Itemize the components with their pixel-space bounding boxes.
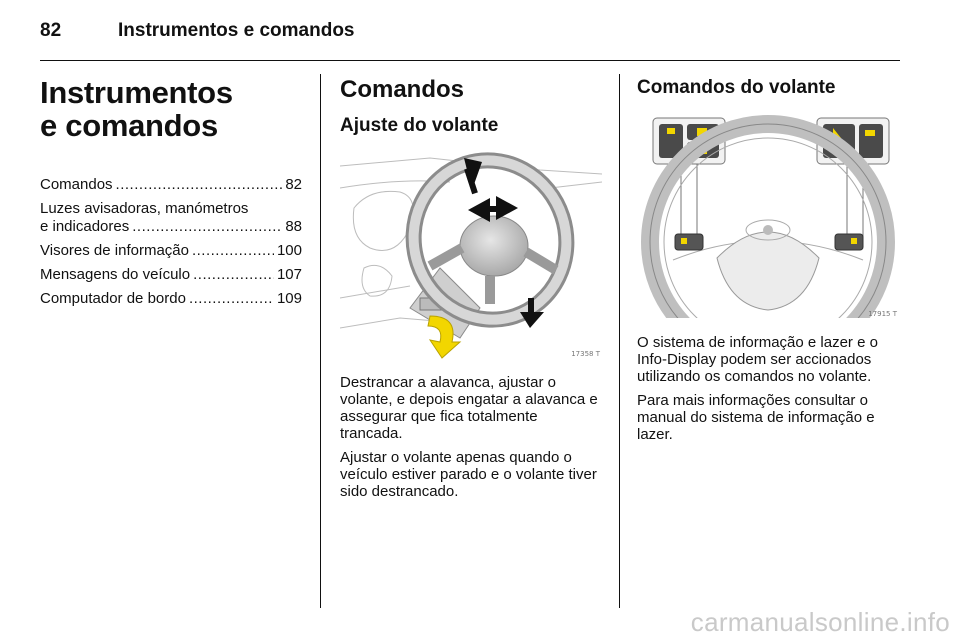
column-divider-1 <box>320 74 321 608</box>
wheel-controls-column <box>637 76 899 450</box>
toc-entry[interactable] <box>40 242 302 260</box>
toc-entry[interactable] <box>40 200 302 236</box>
column-divider-2 <box>619 74 620 608</box>
toc-page: 82 <box>285 176 302 193</box>
chapter-title-line1: Instrumentos <box>40 75 233 110</box>
reference-paragraph: Para mais informações consultar o manual do sistema de informação e lazer. <box>637 392 875 443</box>
watermark: carmanualsonline.info <box>690 607 950 637</box>
toc-column <box>40 76 302 314</box>
toc-page: 109 <box>276 290 302 307</box>
warning-paragraph: Ajustar o volante apenas quando o veículo estiver parado e o volante tiver sido destrancado. <box>340 449 597 500</box>
description-paragraph: O sistema de informação e lazer e o Info-Display podem ser accionados utilizando os comandos no volante. <box>637 334 878 385</box>
instruction-paragraph: Destrancar a alavanca, ajustar o volante, e depois engatar a alavanca e assegurar que fica totalmente trancada. <box>340 374 598 442</box>
section-title: Comandos do volante <box>637 77 836 98</box>
toc-label: Computador de bordo <box>40 290 186 307</box>
chapter-title <box>40 76 302 142</box>
section-title: Comandos <box>340 76 465 103</box>
toc-page: 88 <box>285 218 302 235</box>
toc-label: Mensagens do veículo <box>40 266 191 283</box>
toc-label: Comandos <box>40 176 113 193</box>
toc-entry[interactable] <box>40 176 302 194</box>
toc-page: 100 <box>276 242 302 259</box>
wheel-controls-figure <box>637 110 899 318</box>
toc-label: Luzes avisadoras, manómetros <box>40 200 249 217</box>
toc-label: Visores de informação <box>40 242 189 259</box>
header-rule <box>40 60 900 61</box>
page-number: 82 <box>40 20 62 41</box>
toc-page: 107 <box>276 266 302 283</box>
chapter-title-line2: e comandos <box>40 108 218 143</box>
subsection-title: Ajuste do volante <box>340 115 499 136</box>
steering-adjust-figure <box>340 148 602 360</box>
toc-entry[interactable] <box>40 290 302 308</box>
figure-code: 17915 T <box>868 310 897 318</box>
running-title: Instrumentos e comandos <box>118 20 355 41</box>
steering-wheel-illustration <box>340 148 602 360</box>
toc-label: e indicadores <box>40 218 130 235</box>
figure-code: 17358 T <box>571 350 600 358</box>
toc-entry[interactable] <box>40 266 302 284</box>
controls-column <box>340 76 602 507</box>
wheel-controls-illustration <box>637 110 899 318</box>
page-header <box>40 20 900 46</box>
table-of-contents <box>40 176 302 308</box>
